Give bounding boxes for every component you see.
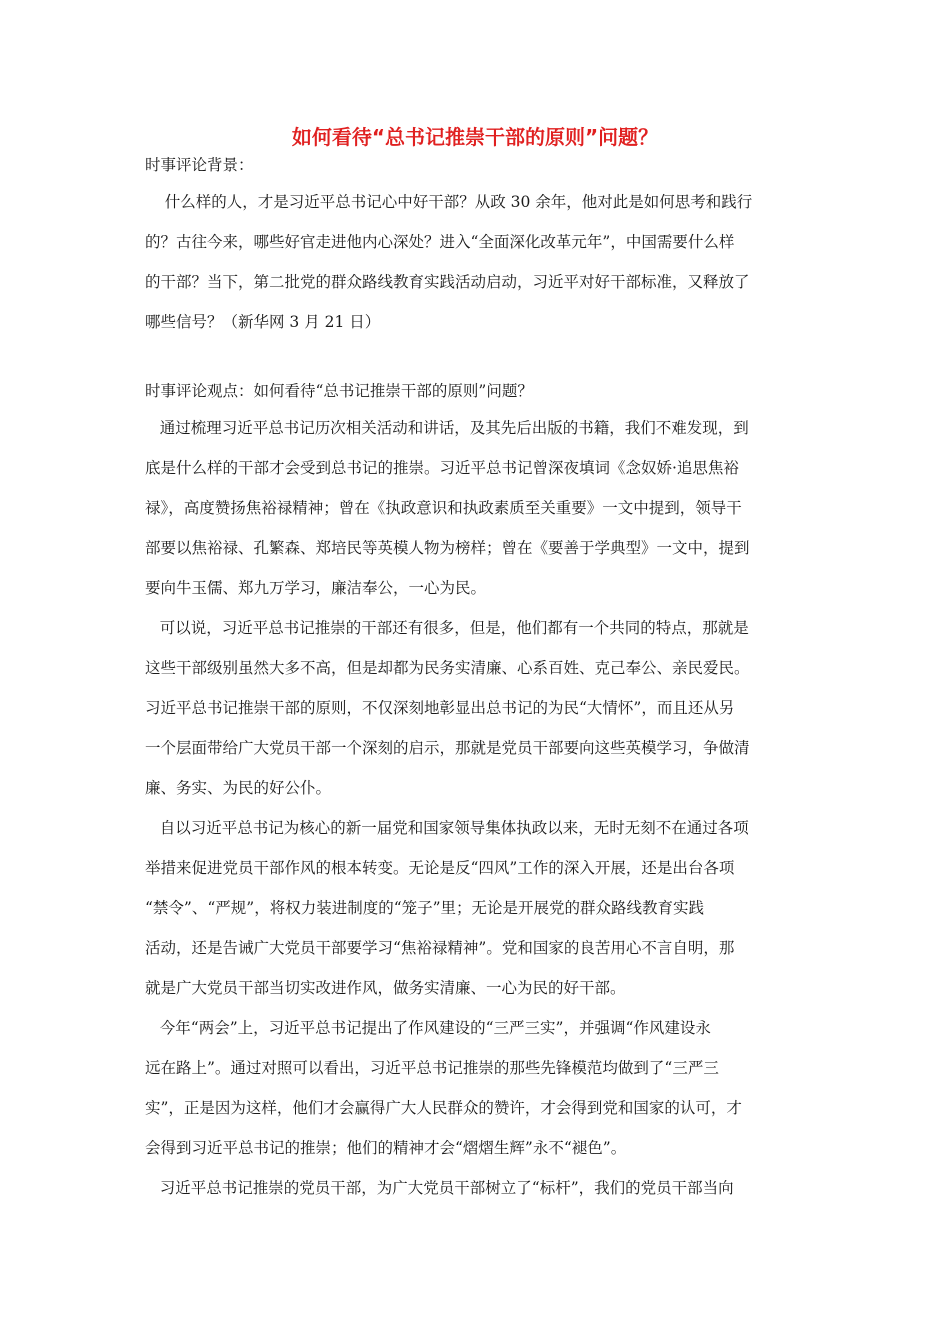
text-line: 会得到习近平总书记的推崇；他们的精神才会“熠熠生辉”永不“褪色”。 bbox=[145, 1139, 627, 1157]
spacer bbox=[145, 342, 809, 376]
paragraph bbox=[145, 608, 809, 808]
paragraph bbox=[145, 1168, 809, 1208]
text-line: 通过梳理习近平总书记历次相关活动和讲话，及其先后出版的书籍，我们不难发现，到 bbox=[145, 419, 749, 437]
text-line: 禄》，高度赞扬焦裕禄精神；曾在《执政意识和执政素质至关重要》一文中提到，领导干 bbox=[145, 499, 742, 517]
text-line: 的干部？当下，第二批党的群众路线教育实践活动启动，习近平对好干部标准，又释放了 bbox=[145, 273, 750, 291]
text-line: 什么样的人，才是习近平总书记心中好干部？从政 30 余年，他对此是如何思考和践行 bbox=[145, 193, 753, 211]
text-line: “禁令”、“严规”，将权力装进制度的“笼子”里；无论是开展党的群众路线教育实践 bbox=[145, 899, 705, 917]
text-line: 活动，还是告诫广大党员干部要学习“焦裕禄精神”。党和国家的良苦用心不言自明，那 bbox=[145, 939, 735, 957]
document-title: 如何看待“总书记推崇干部的原则”问题？ bbox=[291, 125, 659, 149]
text-line: 一个层面带给广大党员干部一个深刻的启示，那就是党员干部要向这些英模学习，争做清 bbox=[145, 739, 750, 757]
paragraph bbox=[145, 808, 809, 1008]
text-line: 可以说，习近平总书记推崇的干部还有很多，但是，他们都有一个共同的特点，那就是 bbox=[145, 619, 749, 637]
text-line: 的？古往今来，哪些好官走进他内心深处？进入“全面深化改革元年”，中国需要什么样 bbox=[145, 233, 735, 251]
text-line: 底是什么样的干部才会受到总书记的推崇。习近平总书记曾深夜填词《念奴娇·追思焦裕 bbox=[145, 459, 739, 477]
text-line: 远在路上”。通过对照可以看出，习近平总书记推崇的那些先锋模范均做到了“三严三 bbox=[145, 1059, 719, 1077]
paragraph bbox=[145, 408, 809, 608]
text-line: 习近平总书记推崇干部的原则，不仅深刻地彰显出总书记的为民“大情怀”，而且还从另 bbox=[145, 699, 735, 717]
text-line: 这些干部级别虽然大多不高，但是却都为民务实清廉、心系百姓、克己奉公、亲民爱民。 bbox=[145, 659, 750, 677]
background-paragraph bbox=[145, 182, 809, 342]
text-line: 举措来促进党员干部作风的根本转变。无论是反“四风”工作的深入开展，还是出台各项 bbox=[145, 859, 735, 877]
viewpoint-label: 时事评论观点：如何看待“总书记推崇干部的原则”问题？ bbox=[145, 382, 533, 400]
text-line: 要向牛玉儒、郑九万学习，廉洁奉公，一心为民。 bbox=[145, 579, 487, 597]
text-line: 就是广大党员干部当切实改进作风，做务实清廉、一心为民的好干部。 bbox=[145, 979, 626, 997]
text-line: 实”，正是因为这样，他们才会赢得广大人民群众的赞许，才会得到党和国家的认可，才 bbox=[145, 1099, 742, 1117]
text-line: 哪些信号？（新华网 3 月 21 日） bbox=[145, 313, 381, 331]
background-label: 时事评论背景： bbox=[145, 156, 254, 174]
text-line: 部要以焦裕禄、孔繁森、郑培民等英模人物为榜样；曾在《要善于学典型》一文中，提到 bbox=[145, 539, 750, 557]
text-line: 自以习近平总书记为核心的新一届党和国家领导集体执政以来，无时无刻不在通过各项 bbox=[145, 819, 749, 837]
document-body bbox=[145, 150, 809, 1208]
text-line: 廉、务实、为民的好公仆。 bbox=[145, 779, 332, 797]
text-line: 习近平总书记推崇的党员干部，为广大党员干部树立了“标杆”，我们的党员干部当向 bbox=[145, 1179, 734, 1197]
paragraph bbox=[145, 1008, 809, 1168]
text-line: 今年“两会”上，习近平总书记提出了作风建设的“三严三实”，并强调“作风建设永 bbox=[145, 1019, 711, 1037]
